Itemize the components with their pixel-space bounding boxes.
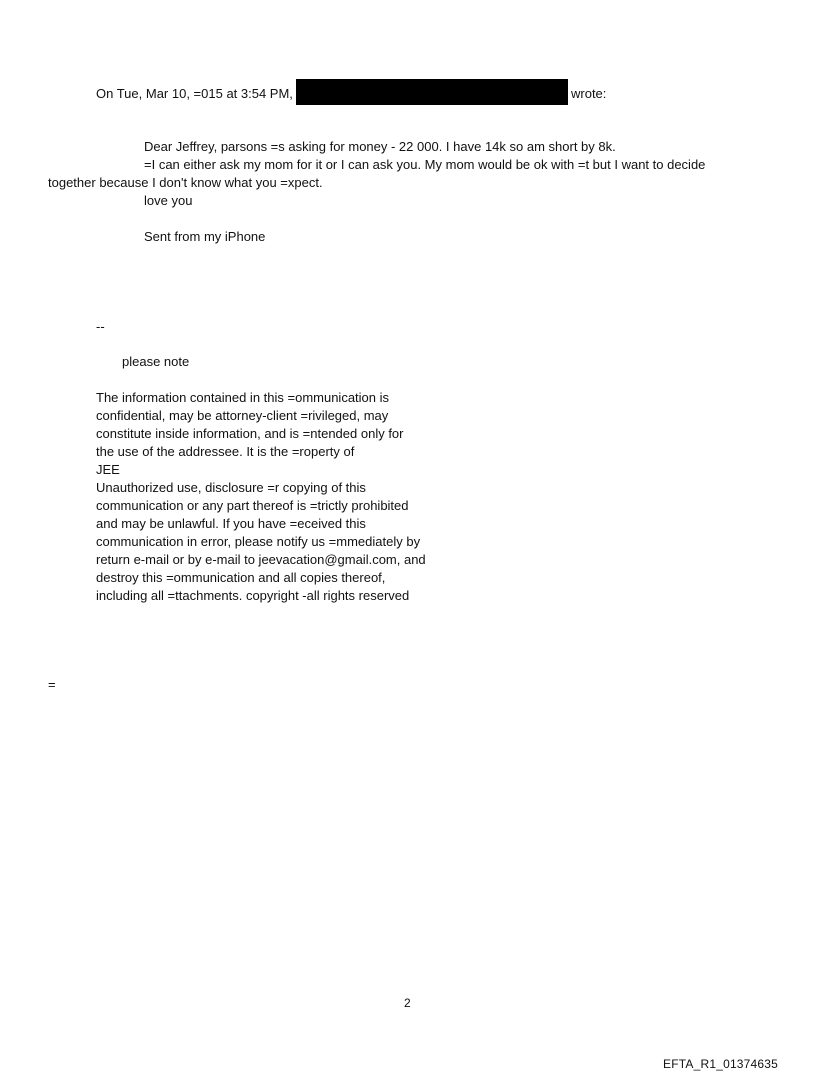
disclaimer-line: the use of the addressee. It is the =roperty of: [96, 444, 355, 459]
disclaimer-line: and may be unlawful. If you have =eceived this: [96, 516, 366, 531]
page-number: 2: [404, 996, 411, 1010]
note-heading: please note: [122, 354, 190, 369]
document-id: EFTA_R1_01374635: [663, 1057, 779, 1071]
message-line: together because I don't know what you =xpect.: [48, 175, 323, 190]
disclaimer-line: constitute inside information, and is =ntended only for: [96, 426, 404, 441]
disclaimer-line: destroy this =ommunication and all copies thereof,: [96, 570, 386, 585]
disclaimer-line: JEE: [96, 462, 120, 477]
disclaimer-line: Unauthorized use, disclosure =r copying of this: [96, 480, 366, 495]
trailing-mark: =: [48, 677, 56, 692]
redaction-bar: [296, 79, 568, 105]
message-line: =I can either ask my mom for it or I can ask you. My mom would be ok with =t but I want to decide: [144, 157, 706, 172]
disclaimer-line: The information contained in this =ommunication is: [96, 390, 390, 405]
header-prefix: On Tue, Mar 10, =015 at 3:54 PM,: [96, 86, 293, 101]
disclaimer-line: communication in error, please notify us =mmediately by: [96, 534, 421, 549]
disclaimer-line: confidential, may be attorney-client =rivileged, may: [96, 408, 389, 423]
header-suffix: wrote:: [571, 86, 607, 101]
separator: --: [96, 319, 105, 334]
disclaimer-line: return e-mail or by e-mail to jeevacation@gmail.com, and: [96, 552, 426, 567]
message-signature: Sent from my iPhone: [144, 229, 266, 244]
disclaimer-line: communication or any part thereof is =trictly prohibited: [96, 498, 409, 513]
message-line: love you: [144, 193, 193, 208]
disclaimer-line: including all =ttachments. copyright -all rights reserved: [96, 588, 410, 603]
message-line: Dear Jeffrey, parsons =s asking for money - 22 000. I have 14k so am short by 8k.: [144, 139, 616, 154]
